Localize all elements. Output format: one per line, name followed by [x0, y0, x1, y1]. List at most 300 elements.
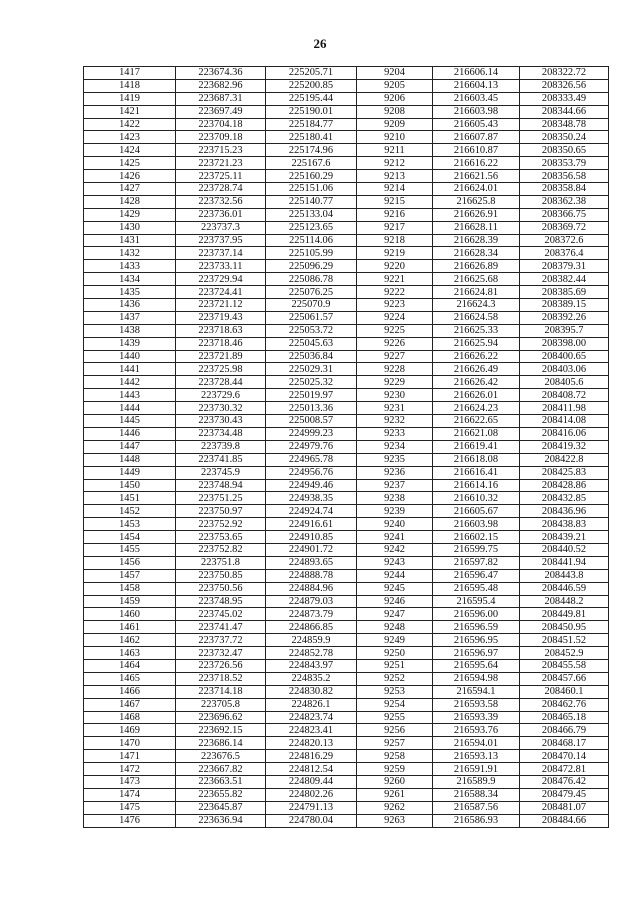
- x-coordinate-b-cell: 216603.98: [433, 105, 520, 118]
- point-number-b-cell: 9229: [357, 376, 433, 389]
- point-number-a-cell: 1455: [84, 543, 176, 556]
- y-coordinate-b-cell: 208455.58: [520, 659, 609, 672]
- point-number-a-cell: 1451: [84, 492, 176, 505]
- point-number-a-cell: 1421: [84, 105, 176, 118]
- y-coordinate-a-cell: 224893.65: [266, 556, 357, 569]
- table-row: [84, 92, 609, 105]
- table-row: [84, 775, 609, 788]
- x-coordinate-a-cell: 223725.98: [176, 363, 266, 376]
- point-number-a-cell: 1440: [84, 350, 176, 363]
- table-row: [84, 415, 609, 428]
- y-coordinate-a-cell: 224812.54: [266, 763, 357, 776]
- point-number-b-cell: 9216: [357, 208, 433, 221]
- table-row: [84, 324, 609, 337]
- y-coordinate-b-cell: 208457.66: [520, 672, 609, 685]
- x-coordinate-a-cell: 223724.41: [176, 286, 266, 299]
- y-coordinate-a-cell: 224949.46: [266, 479, 357, 492]
- table-row: [84, 221, 609, 234]
- point-number-a-cell: 1466: [84, 685, 176, 698]
- x-coordinate-b-cell: 216595.64: [433, 659, 520, 672]
- x-coordinate-b-cell: 216594.1: [433, 685, 520, 698]
- table-row: [84, 647, 609, 660]
- x-coordinate-b-cell: 216624.23: [433, 402, 520, 415]
- point-number-b-cell: 9226: [357, 337, 433, 350]
- point-number-b-cell: 9206: [357, 92, 433, 105]
- x-coordinate-b-cell: 216625.8: [433, 195, 520, 208]
- y-coordinate-a-cell: 224826.1: [266, 698, 357, 711]
- point-number-a-cell: 1429: [84, 208, 176, 221]
- x-coordinate-b-cell: 216587.56: [433, 801, 520, 814]
- x-coordinate-a-cell: 223682.96: [176, 79, 266, 92]
- y-coordinate-a-cell: 224916.61: [266, 518, 357, 531]
- y-coordinate-a-cell: 225036.84: [266, 350, 357, 363]
- point-number-a-cell: 1426: [84, 170, 176, 183]
- x-coordinate-a-cell: 223709.18: [176, 131, 266, 144]
- y-coordinate-a-cell: 224924.74: [266, 505, 357, 518]
- table-row: [84, 814, 609, 827]
- point-number-a-cell: 1433: [84, 260, 176, 273]
- y-coordinate-a-cell: 224820.13: [266, 737, 357, 750]
- y-coordinate-a-cell: 224965.78: [266, 453, 357, 466]
- point-number-a-cell: 1460: [84, 608, 176, 621]
- x-coordinate-a-cell: 223721.23: [176, 157, 266, 170]
- point-number-a-cell: 1467: [84, 698, 176, 711]
- y-coordinate-a-cell: 224809.44: [266, 775, 357, 788]
- x-coordinate-b-cell: 216595.4: [433, 595, 520, 608]
- x-coordinate-b-cell: 216626.89: [433, 260, 520, 273]
- y-coordinate-a-cell: 225096.29: [266, 260, 357, 273]
- point-number-a-cell: 1418: [84, 79, 176, 92]
- point-number-a-cell: 1464: [84, 659, 176, 672]
- point-number-b-cell: 9220: [357, 260, 433, 273]
- table-row: [84, 260, 609, 273]
- point-number-a-cell: 1437: [84, 311, 176, 324]
- table-row: [84, 569, 609, 582]
- y-coordinate-b-cell: 208439.21: [520, 531, 609, 544]
- y-coordinate-a-cell: 224879.03: [266, 595, 357, 608]
- y-coordinate-b-cell: 208419.32: [520, 440, 609, 453]
- table-row: [84, 685, 609, 698]
- x-coordinate-a-cell: 223748.94: [176, 479, 266, 492]
- y-coordinate-b-cell: 208422.8: [520, 453, 609, 466]
- y-coordinate-b-cell: 208425.83: [520, 466, 609, 479]
- table-row: [84, 672, 609, 685]
- y-coordinate-b-cell: 208356.58: [520, 170, 609, 183]
- y-coordinate-a-cell: 224835.2: [266, 672, 357, 685]
- y-coordinate-a-cell: 224979.76: [266, 440, 357, 453]
- y-coordinate-b-cell: 208395.7: [520, 324, 609, 337]
- x-coordinate-b-cell: 216628.11: [433, 221, 520, 234]
- x-coordinate-b-cell: 216596.59: [433, 621, 520, 634]
- table-row: [84, 234, 609, 247]
- table-row: [84, 621, 609, 634]
- y-coordinate-a-cell: 224999.23: [266, 427, 357, 440]
- point-number-b-cell: 9228: [357, 363, 433, 376]
- table-row: [84, 144, 609, 157]
- y-coordinate-a-cell: 225029.31: [266, 363, 357, 376]
- point-number-b-cell: 9213: [357, 170, 433, 183]
- point-number-a-cell: 1432: [84, 247, 176, 260]
- point-number-b-cell: 9258: [357, 750, 433, 763]
- point-number-b-cell: 9221: [357, 273, 433, 286]
- table-row: [84, 595, 609, 608]
- point-number-a-cell: 1448: [84, 453, 176, 466]
- y-coordinate-a-cell: 225151.06: [266, 183, 357, 196]
- table-row: [84, 737, 609, 750]
- y-coordinate-b-cell: 208350.24: [520, 131, 609, 144]
- y-coordinate-b-cell: 208350.65: [520, 144, 609, 157]
- point-number-a-cell: 1445: [84, 415, 176, 428]
- point-number-b-cell: 9208: [357, 105, 433, 118]
- y-coordinate-a-cell: 224884.96: [266, 582, 357, 595]
- point-number-b-cell: 9211: [357, 144, 433, 157]
- x-coordinate-b-cell: 216619.41: [433, 440, 520, 453]
- x-coordinate-a-cell: 223748.95: [176, 595, 266, 608]
- y-coordinate-b-cell: 208348.78: [520, 118, 609, 131]
- point-number-a-cell: 1454: [84, 531, 176, 544]
- table-row: [84, 659, 609, 672]
- y-coordinate-b-cell: 208344.66: [520, 105, 609, 118]
- y-coordinate-b-cell: 208358.84: [520, 183, 609, 196]
- point-number-a-cell: 1438: [84, 324, 176, 337]
- x-coordinate-a-cell: 223718.63: [176, 324, 266, 337]
- point-number-a-cell: 1474: [84, 788, 176, 801]
- table-row: [84, 801, 609, 814]
- y-coordinate-b-cell: 208448.2: [520, 595, 609, 608]
- point-number-a-cell: 1476: [84, 814, 176, 827]
- page-number: 26: [313, 36, 327, 51]
- point-number-a-cell: 1439: [84, 337, 176, 350]
- x-coordinate-b-cell: 216594.98: [433, 672, 520, 685]
- x-coordinate-b-cell: 216593.58: [433, 698, 520, 711]
- point-number-b-cell: 9210: [357, 131, 433, 144]
- point-number-a-cell: 1458: [84, 582, 176, 595]
- point-number-a-cell: 1430: [84, 221, 176, 234]
- coordinates-table: [83, 66, 609, 828]
- y-coordinate-b-cell: 208392.26: [520, 311, 609, 324]
- table-row: [84, 79, 609, 92]
- x-coordinate-a-cell: 223737.14: [176, 247, 266, 260]
- point-number-b-cell: 9222: [357, 286, 433, 299]
- point-number-a-cell: 1452: [84, 505, 176, 518]
- point-number-a-cell: 1469: [84, 724, 176, 737]
- x-coordinate-a-cell: 223676.5: [176, 750, 266, 763]
- x-coordinate-b-cell: 216607.87: [433, 131, 520, 144]
- table-row: [84, 492, 609, 505]
- point-number-b-cell: 9209: [357, 118, 433, 131]
- table-row: [84, 170, 609, 183]
- x-coordinate-a-cell: 223718.52: [176, 672, 266, 685]
- y-coordinate-a-cell: 224859.9: [266, 634, 357, 647]
- y-coordinate-a-cell: 224938.35: [266, 492, 357, 505]
- table-row: [84, 67, 609, 80]
- y-coordinate-b-cell: 208416.06: [520, 427, 609, 440]
- table-row: [84, 157, 609, 170]
- x-coordinate-b-cell: 216626.91: [433, 208, 520, 221]
- x-coordinate-b-cell: 216625.33: [433, 324, 520, 337]
- y-coordinate-b-cell: 208465.18: [520, 711, 609, 724]
- point-number-a-cell: 1424: [84, 144, 176, 157]
- point-number-a-cell: 1459: [84, 595, 176, 608]
- x-coordinate-a-cell: 223750.97: [176, 505, 266, 518]
- x-coordinate-a-cell: 223686.14: [176, 737, 266, 750]
- x-coordinate-b-cell: 216618.08: [433, 453, 520, 466]
- y-coordinate-a-cell: 225123.65: [266, 221, 357, 234]
- x-coordinate-a-cell: 223750.85: [176, 569, 266, 582]
- table-row: [84, 788, 609, 801]
- y-coordinate-a-cell: 224852.78: [266, 647, 357, 660]
- point-number-b-cell: 9259: [357, 763, 433, 776]
- point-number-a-cell: 1427: [84, 183, 176, 196]
- table-row: [84, 105, 609, 118]
- table-row: [84, 247, 609, 260]
- x-coordinate-a-cell: 223705.8: [176, 698, 266, 711]
- x-coordinate-a-cell: 223736.01: [176, 208, 266, 221]
- table-row: [84, 440, 609, 453]
- point-number-b-cell: 9219: [357, 247, 433, 260]
- y-coordinate-b-cell: 208411.98: [520, 402, 609, 415]
- point-number-b-cell: 9245: [357, 582, 433, 595]
- x-coordinate-a-cell: 223739.8: [176, 440, 266, 453]
- y-coordinate-b-cell: 208451.52: [520, 634, 609, 647]
- y-coordinate-b-cell: 208400.65: [520, 350, 609, 363]
- x-coordinate-b-cell: 216626.22: [433, 350, 520, 363]
- point-number-a-cell: 1462: [84, 634, 176, 647]
- table-row: [84, 376, 609, 389]
- point-number-a-cell: 1441: [84, 363, 176, 376]
- x-coordinate-b-cell: 216621.56: [433, 170, 520, 183]
- table-row: [84, 337, 609, 350]
- x-coordinate-b-cell: 216604.13: [433, 79, 520, 92]
- x-coordinate-b-cell: 216610.87: [433, 144, 520, 157]
- x-coordinate-a-cell: 223715.23: [176, 144, 266, 157]
- point-number-b-cell: 9244: [357, 569, 433, 582]
- table-row: [84, 556, 609, 569]
- x-coordinate-b-cell: 216626.49: [433, 363, 520, 376]
- x-coordinate-a-cell: 223733.11: [176, 260, 266, 273]
- point-number-a-cell: 1425: [84, 157, 176, 170]
- point-number-b-cell: 9204: [357, 67, 433, 80]
- y-coordinate-b-cell: 208476.42: [520, 775, 609, 788]
- table-row: [84, 479, 609, 492]
- point-number-b-cell: 9232: [357, 415, 433, 428]
- point-number-b-cell: 9243: [357, 556, 433, 569]
- x-coordinate-b-cell: 216624.01: [433, 183, 520, 196]
- x-coordinate-a-cell: 223741.47: [176, 621, 266, 634]
- y-coordinate-a-cell: 225174.96: [266, 144, 357, 157]
- table-row: [84, 505, 609, 518]
- y-coordinate-a-cell: 225053.72: [266, 324, 357, 337]
- point-number-a-cell: 1453: [84, 518, 176, 531]
- point-number-b-cell: 9233: [357, 427, 433, 440]
- y-coordinate-a-cell: 225086.78: [266, 273, 357, 286]
- y-coordinate-b-cell: 208436.96: [520, 505, 609, 518]
- point-number-b-cell: 9237: [357, 479, 433, 492]
- point-number-b-cell: 9217: [357, 221, 433, 234]
- x-coordinate-a-cell: 223697.49: [176, 105, 266, 118]
- y-coordinate-b-cell: 208432.85: [520, 492, 609, 505]
- y-coordinate-a-cell: 225105.99: [266, 247, 357, 260]
- y-coordinate-b-cell: 208322.72: [520, 67, 609, 80]
- point-number-a-cell: 1447: [84, 440, 176, 453]
- point-number-b-cell: 9235: [357, 453, 433, 466]
- point-number-a-cell: 1461: [84, 621, 176, 634]
- y-coordinate-a-cell: 225070.9: [266, 299, 357, 312]
- table-row: [84, 299, 609, 312]
- point-number-a-cell: 1419: [84, 92, 176, 105]
- y-coordinate-a-cell: 224910.85: [266, 531, 357, 544]
- x-coordinate-a-cell: 223696.62: [176, 711, 266, 724]
- table-row: [84, 453, 609, 466]
- point-number-a-cell: 1473: [84, 775, 176, 788]
- point-number-a-cell: 1470: [84, 737, 176, 750]
- x-coordinate-a-cell: 223737.3: [176, 221, 266, 234]
- table-row: [84, 402, 609, 415]
- point-number-b-cell: 9214: [357, 183, 433, 196]
- point-number-b-cell: 9247: [357, 608, 433, 621]
- y-coordinate-a-cell: 224843.97: [266, 659, 357, 672]
- y-coordinate-b-cell: 208481.07: [520, 801, 609, 814]
- y-coordinate-b-cell: 208470.14: [520, 750, 609, 763]
- x-coordinate-b-cell: 216602.15: [433, 531, 520, 544]
- y-coordinate-a-cell: 224901.72: [266, 543, 357, 556]
- table-row: [84, 195, 609, 208]
- table-row: [84, 427, 609, 440]
- x-coordinate-b-cell: 216621.08: [433, 427, 520, 440]
- table-row: [84, 608, 609, 621]
- y-coordinate-a-cell: 224830.82: [266, 685, 357, 698]
- x-coordinate-a-cell: 223687.31: [176, 92, 266, 105]
- table-row: [84, 698, 609, 711]
- y-coordinate-b-cell: 208414.08: [520, 415, 609, 428]
- y-coordinate-a-cell: 224816.29: [266, 750, 357, 763]
- table-row: [84, 118, 609, 131]
- y-coordinate-b-cell: 208398.00: [520, 337, 609, 350]
- point-number-b-cell: 9223: [357, 299, 433, 312]
- x-coordinate-b-cell: 216624.3: [433, 299, 520, 312]
- table-row: [84, 389, 609, 402]
- y-coordinate-b-cell: 208449.81: [520, 608, 609, 621]
- point-number-b-cell: 9246: [357, 595, 433, 608]
- table-row: [84, 518, 609, 531]
- point-number-b-cell: 9257: [357, 737, 433, 750]
- point-number-b-cell: 9239: [357, 505, 433, 518]
- x-coordinate-b-cell: 216596.00: [433, 608, 520, 621]
- y-coordinate-b-cell: 208450.95: [520, 621, 609, 634]
- x-coordinate-a-cell: 223721.89: [176, 350, 266, 363]
- y-coordinate-b-cell: 208462.76: [520, 698, 609, 711]
- point-number-b-cell: 9261: [357, 788, 433, 801]
- y-coordinate-b-cell: 208440.52: [520, 543, 609, 556]
- x-coordinate-a-cell: 223730.43: [176, 415, 266, 428]
- table-body: [84, 67, 609, 828]
- x-coordinate-b-cell: 216605.67: [433, 505, 520, 518]
- x-coordinate-a-cell: 223655.82: [176, 788, 266, 801]
- x-coordinate-b-cell: 216628.34: [433, 247, 520, 260]
- y-coordinate-a-cell: 224888.78: [266, 569, 357, 582]
- point-number-b-cell: 9227: [357, 350, 433, 363]
- x-coordinate-a-cell: 223750.56: [176, 582, 266, 595]
- point-number-a-cell: 1422: [84, 118, 176, 131]
- y-coordinate-b-cell: 208333.49: [520, 92, 609, 105]
- y-coordinate-b-cell: 208460.1: [520, 685, 609, 698]
- y-coordinate-a-cell: 225133.04: [266, 208, 357, 221]
- y-coordinate-b-cell: 208369.72: [520, 221, 609, 234]
- x-coordinate-b-cell: 216586.93: [433, 814, 520, 827]
- point-number-b-cell: 9255: [357, 711, 433, 724]
- y-coordinate-a-cell: 225205.71: [266, 67, 357, 80]
- point-number-a-cell: 1417: [84, 67, 176, 80]
- x-coordinate-a-cell: 223752.82: [176, 543, 266, 556]
- table-row: [84, 183, 609, 196]
- point-number-a-cell: 1431: [84, 234, 176, 247]
- x-coordinate-b-cell: 216622.65: [433, 415, 520, 428]
- y-coordinate-b-cell: 208362.38: [520, 195, 609, 208]
- point-number-a-cell: 1446: [84, 427, 176, 440]
- y-coordinate-b-cell: 208372.6: [520, 234, 609, 247]
- point-number-a-cell: 1436: [84, 299, 176, 312]
- point-number-a-cell: 1428: [84, 195, 176, 208]
- y-coordinate-a-cell: 224873.79: [266, 608, 357, 621]
- x-coordinate-b-cell: 216603.45: [433, 92, 520, 105]
- x-coordinate-a-cell: 223674.36: [176, 67, 266, 80]
- point-number-a-cell: 1443: [84, 389, 176, 402]
- y-coordinate-b-cell: 208428.86: [520, 479, 609, 492]
- x-coordinate-a-cell: 223729.6: [176, 389, 266, 402]
- point-number-b-cell: 9238: [357, 492, 433, 505]
- x-coordinate-b-cell: 216605.43: [433, 118, 520, 131]
- x-coordinate-a-cell: 223663.51: [176, 775, 266, 788]
- x-coordinate-b-cell: 216624.81: [433, 286, 520, 299]
- x-coordinate-a-cell: 223718.46: [176, 337, 266, 350]
- point-number-b-cell: 9242: [357, 543, 433, 556]
- x-coordinate-a-cell: 223728.44: [176, 376, 266, 389]
- point-number-b-cell: 9262: [357, 801, 433, 814]
- x-coordinate-a-cell: 223737.72: [176, 634, 266, 647]
- x-coordinate-a-cell: 223729.94: [176, 273, 266, 286]
- point-number-a-cell: 1465: [84, 672, 176, 685]
- x-coordinate-b-cell: 216625.94: [433, 337, 520, 350]
- y-coordinate-b-cell: 208446.59: [520, 582, 609, 595]
- table-row: [84, 724, 609, 737]
- point-number-a-cell: 1442: [84, 376, 176, 389]
- x-coordinate-a-cell: 223728.74: [176, 183, 266, 196]
- table-row: [84, 350, 609, 363]
- point-number-b-cell: 9248: [357, 621, 433, 634]
- y-coordinate-a-cell: 225190.01: [266, 105, 357, 118]
- point-number-b-cell: 9250: [357, 647, 433, 660]
- x-coordinate-b-cell: 216626.42: [433, 376, 520, 389]
- y-coordinate-b-cell: 208385.69: [520, 286, 609, 299]
- x-coordinate-b-cell: 216628.39: [433, 234, 520, 247]
- point-number-b-cell: 9253: [357, 685, 433, 698]
- table-row: [84, 531, 609, 544]
- point-number-b-cell: 9230: [357, 389, 433, 402]
- point-number-a-cell: 1472: [84, 763, 176, 776]
- y-coordinate-a-cell: 225013.36: [266, 402, 357, 415]
- point-number-a-cell: 1444: [84, 402, 176, 415]
- table-row: [84, 208, 609, 221]
- x-coordinate-a-cell: 223751.8: [176, 556, 266, 569]
- y-coordinate-a-cell: 225045.63: [266, 337, 357, 350]
- x-coordinate-b-cell: 216626.01: [433, 389, 520, 402]
- table-row: [84, 763, 609, 776]
- x-coordinate-b-cell: 216593.39: [433, 711, 520, 724]
- x-coordinate-a-cell: 223751.25: [176, 492, 266, 505]
- x-coordinate-b-cell: 216624.58: [433, 311, 520, 324]
- x-coordinate-a-cell: 223745.9: [176, 466, 266, 479]
- y-coordinate-a-cell: 224823.74: [266, 711, 357, 724]
